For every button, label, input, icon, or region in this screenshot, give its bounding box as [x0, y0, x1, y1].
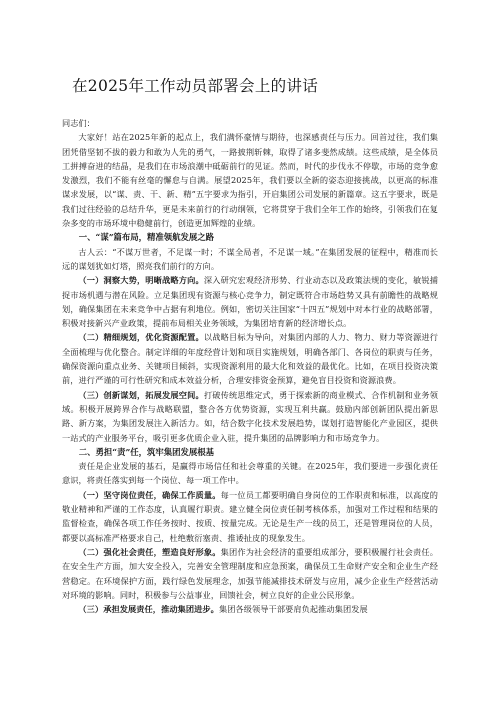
- paragraph-text: 集团各级领导干部要肩负起推动集团发展: [218, 604, 368, 615]
- paragraph-lead: （一）洞察大势，明晰战略方向。: [78, 275, 204, 286]
- body-paragraph: [62, 545, 438, 602]
- paragraph-lead: （三）创新谋划，拓展发展空间。: [78, 389, 204, 400]
- body-paragraph: [62, 388, 438, 445]
- body-paragraph: [62, 602, 438, 616]
- body-paragraph: [62, 130, 438, 230]
- paragraph-text: 大家好！站在2025年新的起点上，我们满怀豪情与期待，也深感责任与压力。回首过往，我们集团凭借坚韧不拔的毅力和敢为人先的勇气，一路披荆斩棘，取得了诸多斐然成绩。这些成绩，是全体员工拼搏奋进的结晶，是我们在市场浪潮中砥砺前行的见证。然而，时代的步伐永不停歇，市场的竞争愈发激烈，我们不能有丝毫的懈怠与自满。展望2025年，我们要以全新的姿态迎接挑战，以更高的标准谋求发展，以“谋、责、干、新、精”五字要求为指引，开启集团公司发展的新篇章。这五字要求，既是我们过往经验的总结升华，更是未来前行的行动纲领，它将贯穿于我们全年工作的始终，引领我们在复杂多变的市场环境中稳健前行，创造更加辉煌的业绩。: [62, 132, 438, 229]
- body-paragraph: [62, 459, 438, 488]
- paragraph-text: 古人云：“不谋万世者，不足谋一时；不谋全局者，不足谋一域。”在集团发展的征程中，精准而长远的谋划犹如灯塔，照亮我们前行的方向。: [62, 246, 438, 271]
- paragraph-text: 每一位员工都要明确自身岗位的工作职责和标准，以高度的敬业精神和严谨的工作态度，认真履行职责。建立健全岗位责任制考核体系，加强对工作过程和结果的监督检查，确保各项工作任务按时、按质、按量完成。无论是生产一线的员工，还是管理岗位的人员，都要以高标准严格要求自己，杜绝敷衍塞责、推诿扯皮的现象发生。: [62, 489, 438, 543]
- body-paragraph: [62, 488, 438, 545]
- paragraph-text: 责任是企业发展的基石，是赢得市场信任和社会尊重的关键。在2025年，我们要进一步强化责任意识，将责任落实到每一个岗位、每一项工作中。: [62, 461, 438, 486]
- body-paragraph: [62, 245, 438, 274]
- paragraph-text: 打破传统思维定式，勇于探索新的商业模式、合作机制和业务领域。积极开展跨界合作与战略联盟，整合各方优势资源，实现互利共赢。鼓励内部创新团队提出新思路、新方案，为集团发展注入新活力。如，结合数字化技术发展趋势，谋划打造智能化产业园区，提供一站式的产业服务平台，吸引更多优质企业入驻，提升集团的品牌影响力和市场竞争力。: [62, 389, 438, 443]
- salutation: 同志们：: [62, 118, 95, 128]
- paragraph-lead: （二）强化社会责任，塑造良好形象。: [78, 546, 221, 557]
- body-paragraph: [62, 330, 438, 387]
- paragraph-text: 深入研究宏观经济形势、行业动态以及政策法规的变化，敏锐捕捉市场机遇与潜在风险。立足集团现有资源与核心竞争力，制定既符合市场趋势又具有前瞻性的战略规划，确保集团在未来竞争中占据有利地位。例如，密切关注国家“十四五”规划中对本行业的战略部署，积极对接新兴产业政策，提前布局相关业务领域，为集团培育新的经济增长点。: [62, 275, 438, 329]
- paragraph-lead: （一）坚守岗位责任，确保工作质量。: [78, 489, 221, 500]
- paragraph-text: 集团作为社会经济的重要组成部分，要积极履行社会责任。在安全生产方面，加大安全投入，完善安全管理制度和应急预案，确保员工生命财产安全和企业生产经营稳定。在环境保护方面，践行绿色发展理念，加强节能减排技术研发与应用，减少企业生产经营活动对环境的影响。同时，积极参与公益事业，回馈社会，树立良好的企业公民形象。: [62, 546, 438, 600]
- paragraph-text: 一、“谋”篇布局，精准领航发展之路: [78, 232, 215, 243]
- document-body: [62, 130, 438, 616]
- body-paragraph: [62, 273, 438, 330]
- document-title: 在2025年工作动员部署会上的讲话: [72, 77, 319, 95]
- paragraph-lead: （三）承担发展责任，推动集团进步。: [78, 604, 219, 615]
- section-heading: [62, 230, 438, 244]
- section-heading: [62, 445, 438, 459]
- paragraph-text: 二、勇担“责”任，筑牢集团发展根基: [78, 446, 215, 457]
- paragraph-text: 以战略目标为导向，对集团内部的人力、物力、财力等资源进行全面梳理与优化整合。制定详细的年度经营计划和项目实施规划，明确各部门、各岗位的职责与任务，确保资源向重点业务、关键项目倾斜，实现资源利用的最大化和效益的最优化。比如，在项目投资决策前，进行严谨的可行性研究和成本效益分析，合理安排资金预算，避免盲目投资和资源浪费。: [62, 332, 438, 386]
- paragraph-lead: （二）精细规划，优化资源配置。: [78, 332, 204, 343]
- document-page: [62, 74, 438, 616]
